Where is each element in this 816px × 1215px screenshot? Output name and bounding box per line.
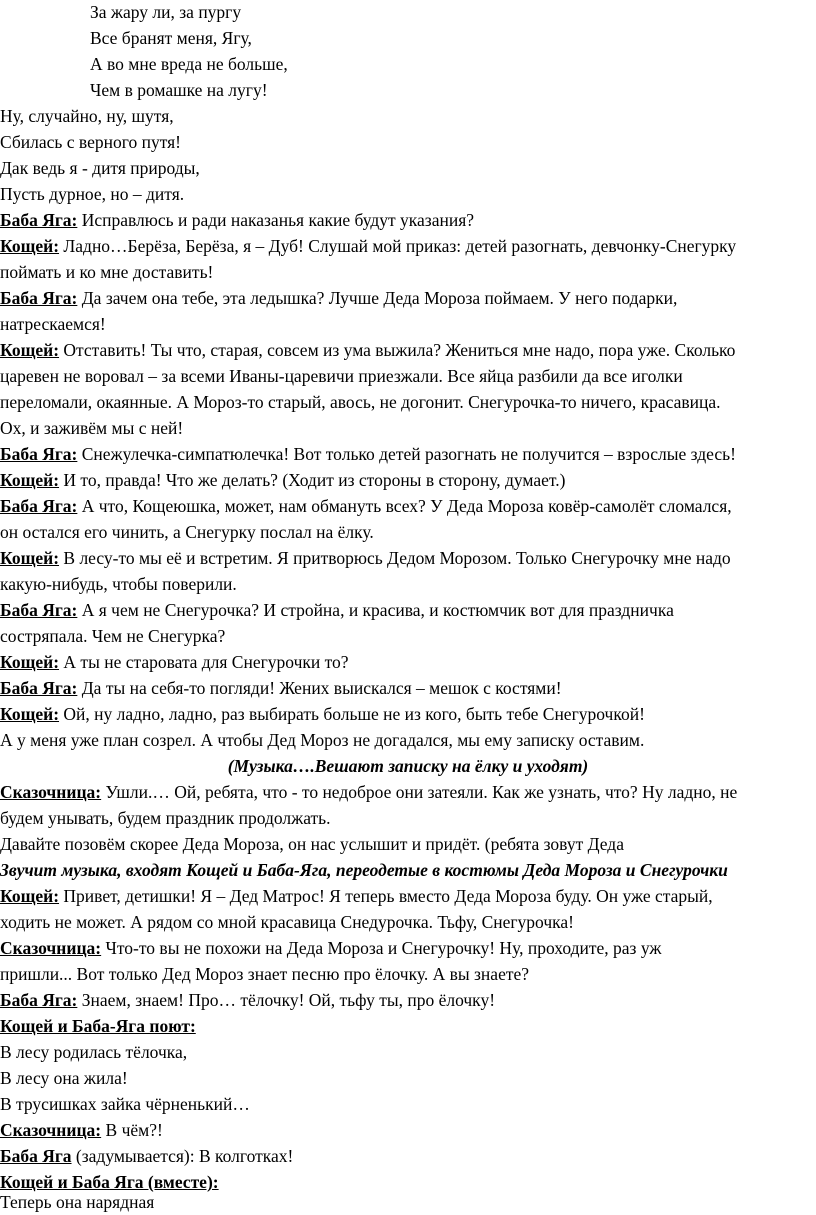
dialogue-line: Баба Яга: Знаем, знаем! Про… тёлочку! Ой, тьфу ты, про ёлочку! (0, 990, 496, 1010)
dialogue-line: пришли... Вот только Дед Мороз знает песню про ёлочку. А вы знаете? (0, 964, 530, 984)
poem-line: Чем в ромашке на лугу! (90, 80, 268, 100)
poem-line: Дак ведь я - дитя природы, (0, 158, 200, 178)
song-line: Теперь она нарядная (0, 1192, 155, 1212)
speaker-label: Сказочница: (0, 782, 102, 802)
speaker-label: Кощей: (0, 548, 60, 568)
dialogue-line: Сказочница: В чём?! (0, 1120, 163, 1140)
speaker-label: Сказочница: (0, 938, 102, 958)
speaker-label: Баба Яга: (0, 496, 78, 516)
poem-line: За жару ли, за пургу (90, 2, 242, 22)
speaker-label: Кощей: (0, 704, 60, 724)
dialogue-line: поймать и ко мне доставить! (0, 262, 214, 282)
dialogue-line: переломали, окаянные. А Мороз-то старый, авось, не догонит. Снегурочка-то ничего, красавица. (0, 392, 721, 412)
dialogue-line: ходить не может. А рядом со мной красавица Снедурочка. Тьфу, Снегурочка! (0, 912, 574, 932)
poem-line: Сбилась с верного путя! (0, 132, 181, 152)
poem-line: Все бранят меня, Ягу, (90, 28, 252, 48)
stage-direction: Звучит музыка, входят Кощей и Баба-Яга, переодетые в костюмы Деда Мороза и Снегурочки (0, 860, 728, 880)
speaker-label: Кощей: (0, 652, 60, 672)
dialogue-line: Баба Яга: Да зачем она тебе, эта ледышка? Лучше Деда Мороза поймаем. У него подарки, (0, 288, 678, 308)
speaker-label: Баба Яга: (0, 444, 78, 464)
poem-line: Пусть дурное, но – дитя. (0, 184, 185, 204)
dialogue-line: Баба Яга (задумывается): В колготках! (0, 1146, 294, 1166)
speaker-label: Баба Яга: (0, 678, 78, 698)
dialogue-line: Кощей: Привет, детишки! Я – Дед Матрос! Я теперь вместо Деда Мороза буду. Он уже старый, (0, 886, 713, 906)
dialogue-line: какую-нибудь, чтобы поверили. (0, 574, 237, 594)
speaker-label: Баба Яга: (0, 210, 78, 230)
song-line: В лесу она жила! (0, 1068, 128, 1088)
dialogue-line: Баба Яга: Да ты на себя-то погляди! Жених выискался – мешок с костями! (0, 678, 562, 698)
dialogue-line: Кощей: Отставить! Ты что, старая, совсем из ума выжила? Жениться мне надо, пора уже. Сколько (0, 340, 736, 360)
speaker-label: Баба Яга (0, 1146, 72, 1166)
speaker-label: Кощей: (0, 340, 60, 360)
dialogue-line: Кощей: Ладно…Берёза, Берёза, я – Дуб! Слушай мой приказ: детей разогнать, девчонку-Снегурку (0, 236, 737, 256)
dialogue-line: Сказочница: Что-то вы не похожи на Деда Мороза и Снегурочку! Ну, проходите, раз уж (0, 938, 662, 958)
stage-direction: (Музыка….Вешают записку на ёлку и уходят) (227, 756, 589, 776)
song-line: В трусишках зайка чёрненький… (0, 1094, 250, 1114)
dialogue-line: А у меня уже план созрел. А чтобы Дед Мороз не догадался, мы ему записку оставим. (0, 730, 645, 750)
speaker-label: Кощей: (0, 886, 60, 906)
dialogue-line: Баба Яга: А что, Кощеюшка, может, нам обмануть всех? У Деда Мороза ковёр-самолёт сломался, (0, 496, 732, 516)
dialogue-line: Давайте позовём скорее Деда Мороза, он нас услышит и придёт. (ребята зовут Деда (0, 834, 624, 854)
dialogue-line: состряпала. Чем не Снегурка? (0, 626, 226, 646)
dialogue-line: натрескаемся! (0, 314, 106, 334)
speaker-label: Кощей и Баба Яга (вместе): (0, 1172, 219, 1192)
poem-line: А во мне вреда не больше, (90, 54, 288, 74)
speaker-label: Баба Яга: (0, 288, 78, 308)
speaker-label: Кощей: (0, 236, 60, 256)
speaker-label: Баба Яга: (0, 990, 78, 1010)
poem-line: Ну, случайно, ну, шутя, (0, 106, 174, 126)
speaker-label: Кощей: (0, 470, 60, 490)
dialogue-line: Баба Яга: Исправлюсь и ради наказанья какие будут указания? (0, 210, 475, 230)
dialogue-line: Ох, и заживём мы с ней! (0, 418, 184, 438)
dialogue-line: царевен не воровал – за всеми Иваны-царевичи приезжали. Все яйца разбили да все иголки (0, 366, 683, 386)
dialogue-line: Кощей: Ой, ну ладно, ладно, раз выбирать больше не из кого, быть тебе Снегурочкой! (0, 704, 645, 724)
dialogue-line: он остался его чинить, а Снегурку послал на ёлку. (0, 522, 374, 542)
dialogue-line (0, 1014, 196, 1039)
dialogue-line: Сказочница: Ушли.… Ой, ребята, что - то недоброе они затеяли. Как же узнать, что? Ну ладно, не (0, 782, 738, 802)
dialogue-line: Кощей: А ты не староватa для Снегурочки то? (0, 652, 349, 672)
speaker-label: Баба Яга: (0, 600, 78, 620)
song-line: В лесу родилась тёлочка, (0, 1042, 188, 1062)
dialogue-line: Кощей: И то, правда! Что же делать? (Ходит из стороны в сторону, думает.) (0, 470, 566, 490)
dialogue-line: Баба Яга: А я чем не Снегурочка? И стройна, и красива, и костюмчик вот для праздничка (0, 600, 674, 620)
dialogue-line: Кощей: В лесу-то мы её и встретим. Я притворюсь Дедом Морозом. Только Снегурочку мне надо (0, 548, 731, 568)
dialogue-line: Баба Яга: Снежулечка-симпатюлечка! Вот только детей разогнать не получится – взрослые здесь! (0, 444, 736, 464)
speaker-label: Кощей и Баба-Яга поют: (0, 1016, 196, 1036)
dialogue-line: будем унывать, будем праздник продолжать. (0, 808, 331, 828)
speaker-label: Сказочница: (0, 1120, 102, 1140)
